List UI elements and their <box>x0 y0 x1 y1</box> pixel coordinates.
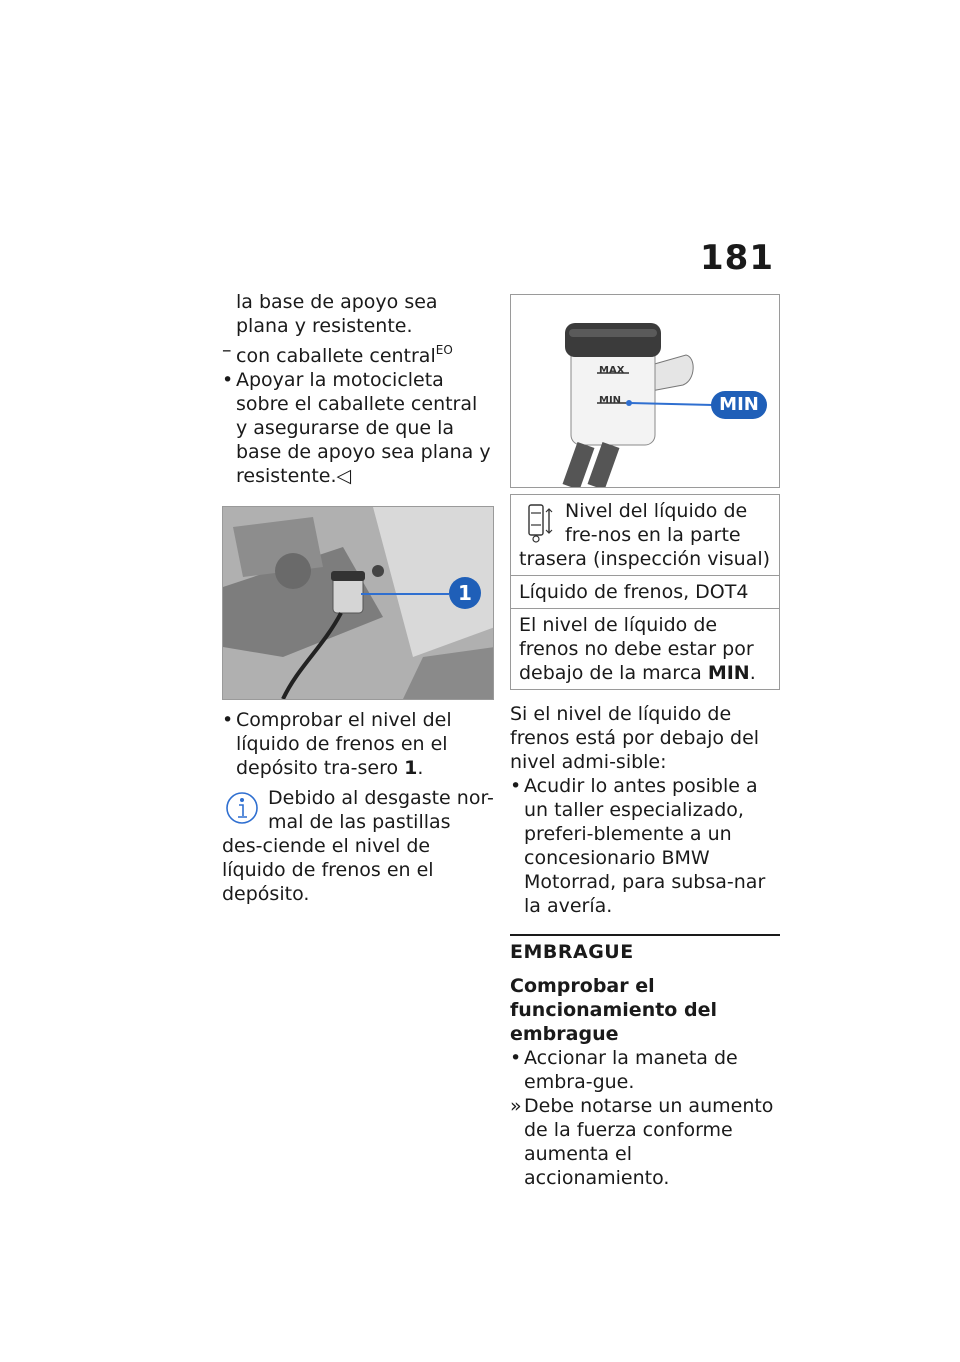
max-mark-label: MAX <box>599 365 625 376</box>
min-callout: MIN <box>711 391 767 419</box>
bullet-marker: • <box>222 709 234 731</box>
fluid-level-icon <box>519 499 559 545</box>
step-ref: 1 <box>404 757 418 779</box>
note-text: El nivel de líquido de frenos no debe estar por debajo de la marca <box>519 614 754 684</box>
intro-text: la base de apoyo sea plana y resistente. <box>236 291 438 337</box>
table-row <box>511 609 779 689</box>
callout-line <box>361 593 449 595</box>
result-line <box>510 1094 780 1190</box>
note-bold: MIN <box>707 662 750 684</box>
table-row: Líquido de frenos, DOT4 <box>511 576 779 609</box>
step-text: Accionar la maneta de embra-gue. <box>524 1047 738 1093</box>
subsection-title: Comprobar el funcionamiento del embrague <box>510 975 717 1045</box>
table-title: Nivel del líquido de fre-nos en la parte trasera (inspección visual) <box>519 500 771 570</box>
note-end: . <box>749 662 756 684</box>
rear-reservoir-figure <box>222 506 494 700</box>
spec-table <box>510 494 780 690</box>
info-note <box>222 786 494 906</box>
bullet-marker: • <box>222 369 234 391</box>
page-number: 181 <box>700 238 774 278</box>
step-check-fluid <box>222 708 494 780</box>
result-marker: » <box>510 1095 522 1117</box>
result-text: Debe notarse un aumento de la fuerza conforme aumenta el accionamiento. <box>524 1095 774 1189</box>
bullet-marker: • <box>510 1047 522 1069</box>
section-title: EMBRAGUE <box>510 934 780 964</box>
step-end: . <box>417 757 424 779</box>
end-mark-icon: ◁ <box>336 465 352 487</box>
step-text: Acudir lo antes posible a un taller especializado, preferi-blemente a un concesionario BMW Motorrad, para subsa-nar la avería. <box>524 775 766 917</box>
callout-1: 1 <box>449 577 481 609</box>
right-column <box>510 294 780 1190</box>
condition-paragraph: Si el nivel de líquido de frenos está por debajo del nivel admi-sible: <box>510 703 760 773</box>
info-text: Debido al desgaste nor-mal de las pastillas des-ciende el nivel de líquido de frenos en el depósito. <box>222 787 494 905</box>
dash-marker: – <box>222 339 232 361</box>
bullet-marker: • <box>510 775 522 797</box>
reservoir-min-figure <box>510 294 780 488</box>
step-clutch-lever <box>510 1046 780 1094</box>
left-column <box>222 290 494 906</box>
step-text: Comprobar el nivel del líquido de frenos en el depósito tra-sero <box>236 709 452 779</box>
step-workshop <box>510 774 780 918</box>
step-support-motorcycle <box>222 368 494 488</box>
min-mark-label: MIN <box>599 395 622 406</box>
table-row <box>511 495 779 576</box>
variant-superscript: EO <box>435 343 453 357</box>
variant-text: con caballete central <box>236 345 436 367</box>
step-text: Apoyar la motocicleta sobre el caballete central y asegurarse de que la base de apoyo sea plana y resistente. <box>236 369 491 487</box>
variant-line <box>222 338 494 368</box>
info-icon <box>222 786 262 832</box>
